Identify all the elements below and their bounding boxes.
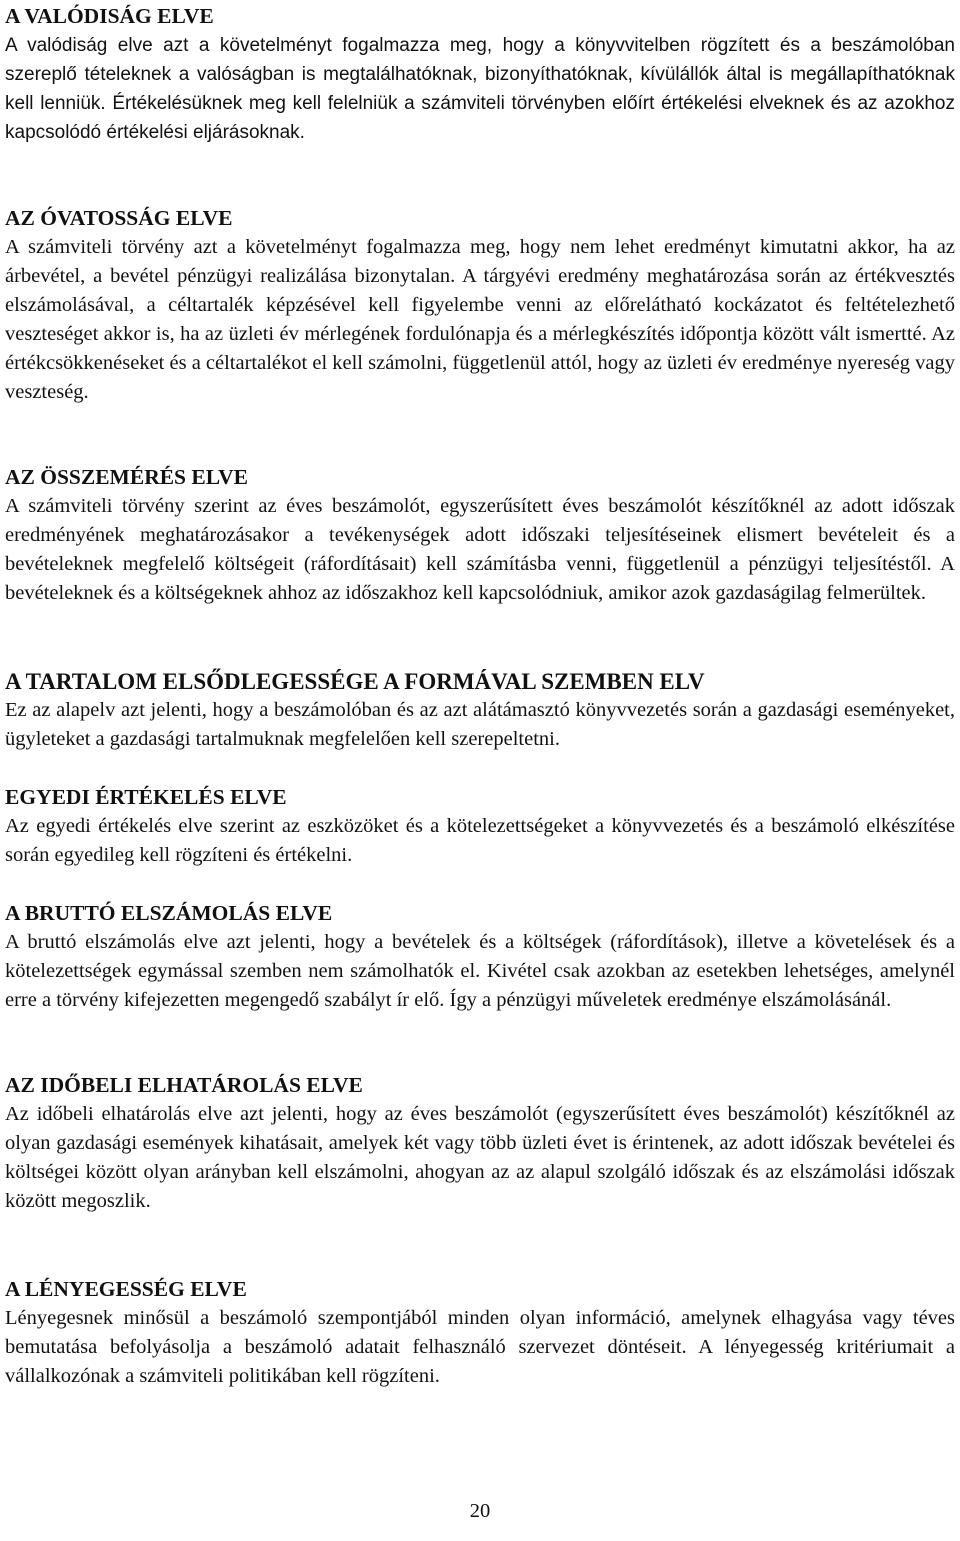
section-heading: A LÉNYEGESSÉG ELVE [5, 1277, 247, 1301]
section-paragraph [5, 233, 955, 407]
section-paragraph: A számviteli törvény szerint az éves beszámolót, egyszerűsített éves beszámolót készítőknél az adott időszak eredményének meghatározásakor a tevékenységek adott időszaki teljesítéseinek elismert bevételeit és a bevételeknek megfelelő költségeit (ráfordításait) kell számításba venni, függetlenül a pénzügyi teljesítéstől. A bevételeknek és a költségeknek ahhoz az időszakhoz kell kapcsolódniuk, amikor azok gazdaságilag felmerültek. [5, 495, 955, 604]
section-heading: AZ IDŐBELI ELHATÁROLÁS ELVE [5, 1073, 363, 1097]
section-heading: A BRUTTÓ ELSZÁMOLÁS ELVE [5, 901, 333, 925]
section-paragraph: A bruttó elszámolás elve azt jelenti, hogy a bevételek és a költségek (ráfordítások), illetve a követelések és a kötelezettségek egymással szemben nem számolhatók el. Kivétel csak azokban az esetekben lehetséges, amelynél erre a törvény kifejezetten megengedő szabályt ír elő. Így a pénzügyi műveletek eredménye elszámolásánál. [5, 931, 955, 1011]
section-egyedi-ertekeles [5, 783, 955, 870]
section-paragraph: A valódiság elve azt a követelményt fogalmazza meg, hogy a könyvvitelben rögzített és a beszámolóban szereplő tételeknek a valóságban is megtalálhatóknak, bizonyíthatóknak, kívülállók által is megállapíthatóknak kell lenniük. Értékelésüknek meg kell felelniük a számviteli törvényben előírt értékelési elveknek és az azokhoz kapcsolódó értékelési eljárásoknak. [5, 35, 955, 143]
section-heading: A VALÓDISÁG ELVE [5, 4, 214, 28]
section-valodisag [5, 2, 955, 147]
section-heading: AZ ÖSSZEMÉRÉS ELVE [5, 465, 248, 489]
section-idobeli-elhatarolas [5, 1071, 955, 1216]
section-osszemeres [5, 463, 955, 608]
section-paragraph: Az időbeli elhatárolás elve azt jelenti, hogy az éves beszámolót (egyszerűsített éves beszámolót) készítőknél az olyan gazdasági események kihatásait, amelyek két vagy több üzleti évet is érintenek, az adott időszak bevételei és költségei között olyan arányban kell elszámolni, ahogyan az az alapul szolgáló időszak és az elszámolási időszak között megoszlik. [5, 1103, 955, 1212]
section-lenyegesseg [5, 1275, 955, 1391]
section-brutto-elszamolas [5, 899, 955, 1015]
section-paragraph: Az egyedi értékelés elve szerint az eszközöket és a kötelezettségeket a könyvvezetés és a beszámoló elkészítése során egyedileg kell rögzíteni és értékelni. [5, 815, 955, 866]
section-paragraph: Lényegesnek minősül a beszámoló szempontjából minden olyan információ, amelynek elhagyása vagy téves bemutatása befolyásolja a beszámoló adatait felhasználó szervezet döntéseit. A lényegesség kritériumait a vállalkozónak a számviteli politikában kell rögzíteni. [5, 1307, 955, 1387]
page-number: 20 [469, 1500, 491, 1522]
section-paragraph: Ez az alapelv azt jelenti, hogy a beszámolóban és az azt alátámasztó könyvvezetés során a gazdasági eseményeket, ügyleteket a gazdasági tartalmuknak megfelelően kell szerepeltetni. [5, 699, 955, 750]
section-heading: EGYEDI ÉRTÉKELÉS ELVE [5, 785, 287, 809]
section-heading: AZ ÓVATOSSÁG ELVE [5, 206, 233, 230]
paragraph-text: A számviteli törvény azt a követelményt fogalmazza meg, hogy nem lehet eredményt kimutatni akkor, ha az árbevétel, a bevétel pénzügyi realizálása bizonytalan. A tárgyévi eredmény meghatározása során az értékvesztés elszámolásával, a céltartalék képzésével kell figyelembe venni az előrelátható kockázatot és feltételezhető veszteséget akkor is, ha az üzleti év mérlegének fordulónapja és a mérlegkészítés időpontja között vált ismertté. Az értékcsökkenéseket és a céltartalékot el kell számolni, függetlenül attól, hogy az üzleti év eredménye nyereség vagy veszteség. [5, 236, 956, 403]
section-ovatossag [5, 204, 955, 407]
section-heading: A TARTALOM ELSŐDLEGESSÉGE A FORMÁVAL SZEMBEN ELV [5, 669, 705, 694]
section-tartalom-elsodlegessege [5, 667, 955, 754]
